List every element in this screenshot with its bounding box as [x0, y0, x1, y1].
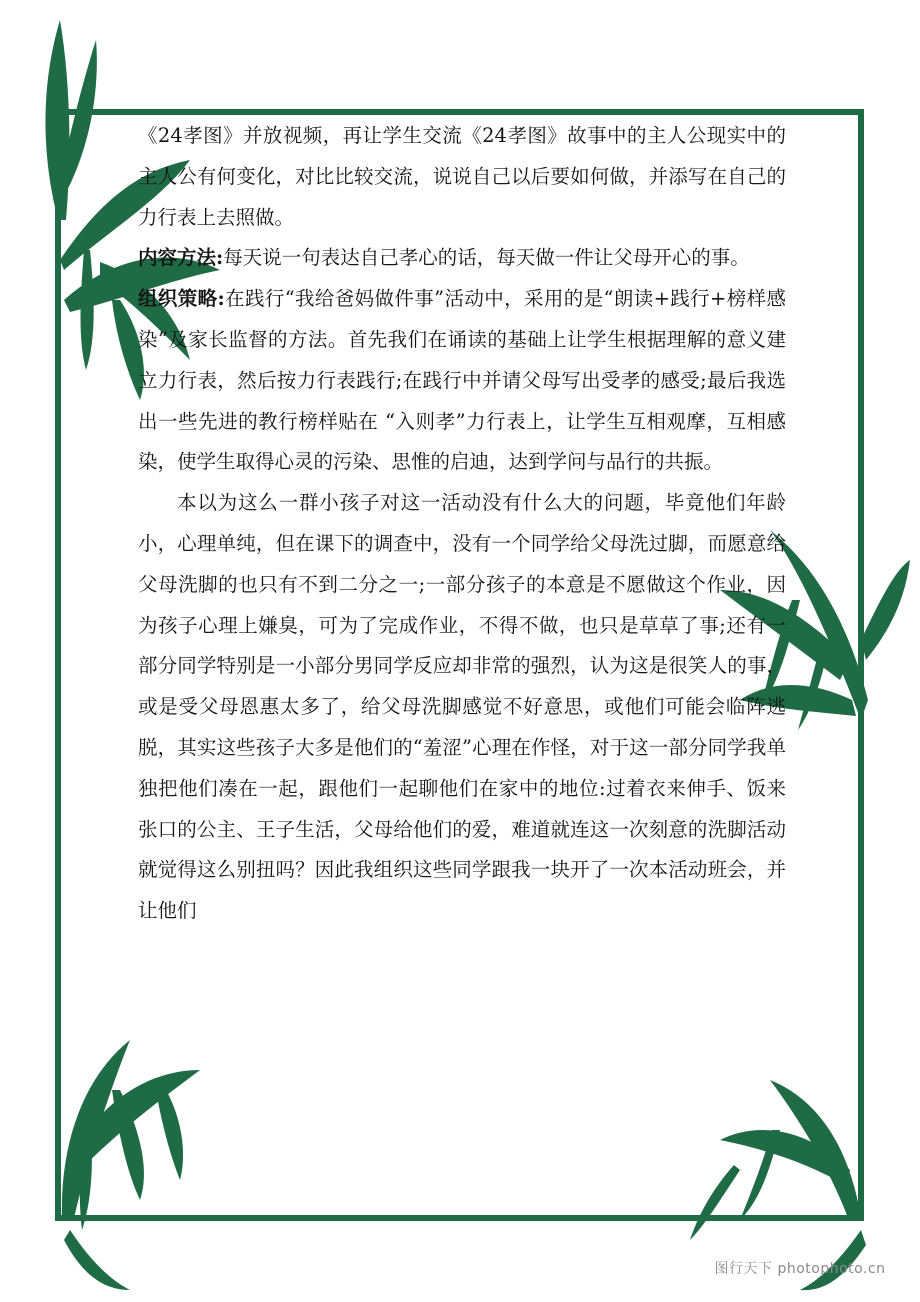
paragraph-reflection: [138, 483, 786, 932]
paragraph-1: [138, 116, 786, 238]
paragraph-organization-strategy: [138, 279, 786, 483]
document-body: [138, 116, 786, 932]
content-method-label: 内容方法:: [138, 246, 224, 270]
reflection-text: 本以为这么一群小孩子对这一活动没有什么大的问题，毕竟他们年龄小，心理单纯，但在课下的调查中，没有一个同学给父母洗过脚，而愿意给父母洗脚的也只有不到二分之一;一部分孩子的本意是不愿做这个作业，因为孩子心理上嫌臭，可为了完成作业，不得不做，也只是草草了事;还有一部分同学特别是一小部分男同学反应却非常的强烈，认为这是很笑人的事，或是受父母恩惠太多了，给父母洗脚感觉不好意思，或他们可能会临阵逃脱，其实这些孩子大多是他们的“羞涩”心理在作怪，对于这一部分同学我单独把他们凑在一起，跟他们一起聊他们在家中的地位:过着衣来伸手、饭来张口的公主、王子生活，父母给他们的爱，难道就连这一次刻意的洗脚活动就觉得这么别扭吗？因此我组织这些同学跟我一块开了一次本活动班会，并让他们: [138, 491, 786, 923]
organization-strategy-text: 在践行“我给爸妈做件事”活动中，采用的是“朗读+践行+榜样感染”及家长监督的方法。首先我们在诵读的基础上让学生根据理解的意义建立力行表，然后按力行表践行;在践行中并请父母写出受孝的感受;最后我选出一些先进的教行榜样贴在 “入则孝”力行表上，让学生互相观摩，互相感染，使学生取得心灵的污染、思惟的启迪，达到学问与品行的共振。: [138, 287, 786, 474]
content-method-text: 每天说一句表达自己孝心的话，每天做一件让父母开心的事。: [223, 246, 750, 270]
paragraph-content-method: [138, 238, 786, 279]
leaf-cluster-bottom-left: [62, 1040, 200, 1290]
watermark: 图行天下 photophoto.cn: [714, 1261, 886, 1277]
paragraph-1-text: 《24孝图》并放视频，再让学生交流《24孝图》故事中的主人公现实中的主人公有何变化，对比比较交流，说说自己以后要如何做，并添写在自己的力行表上去照做。: [138, 124, 786, 229]
organization-strategy-label: 组织策略:: [138, 287, 225, 311]
